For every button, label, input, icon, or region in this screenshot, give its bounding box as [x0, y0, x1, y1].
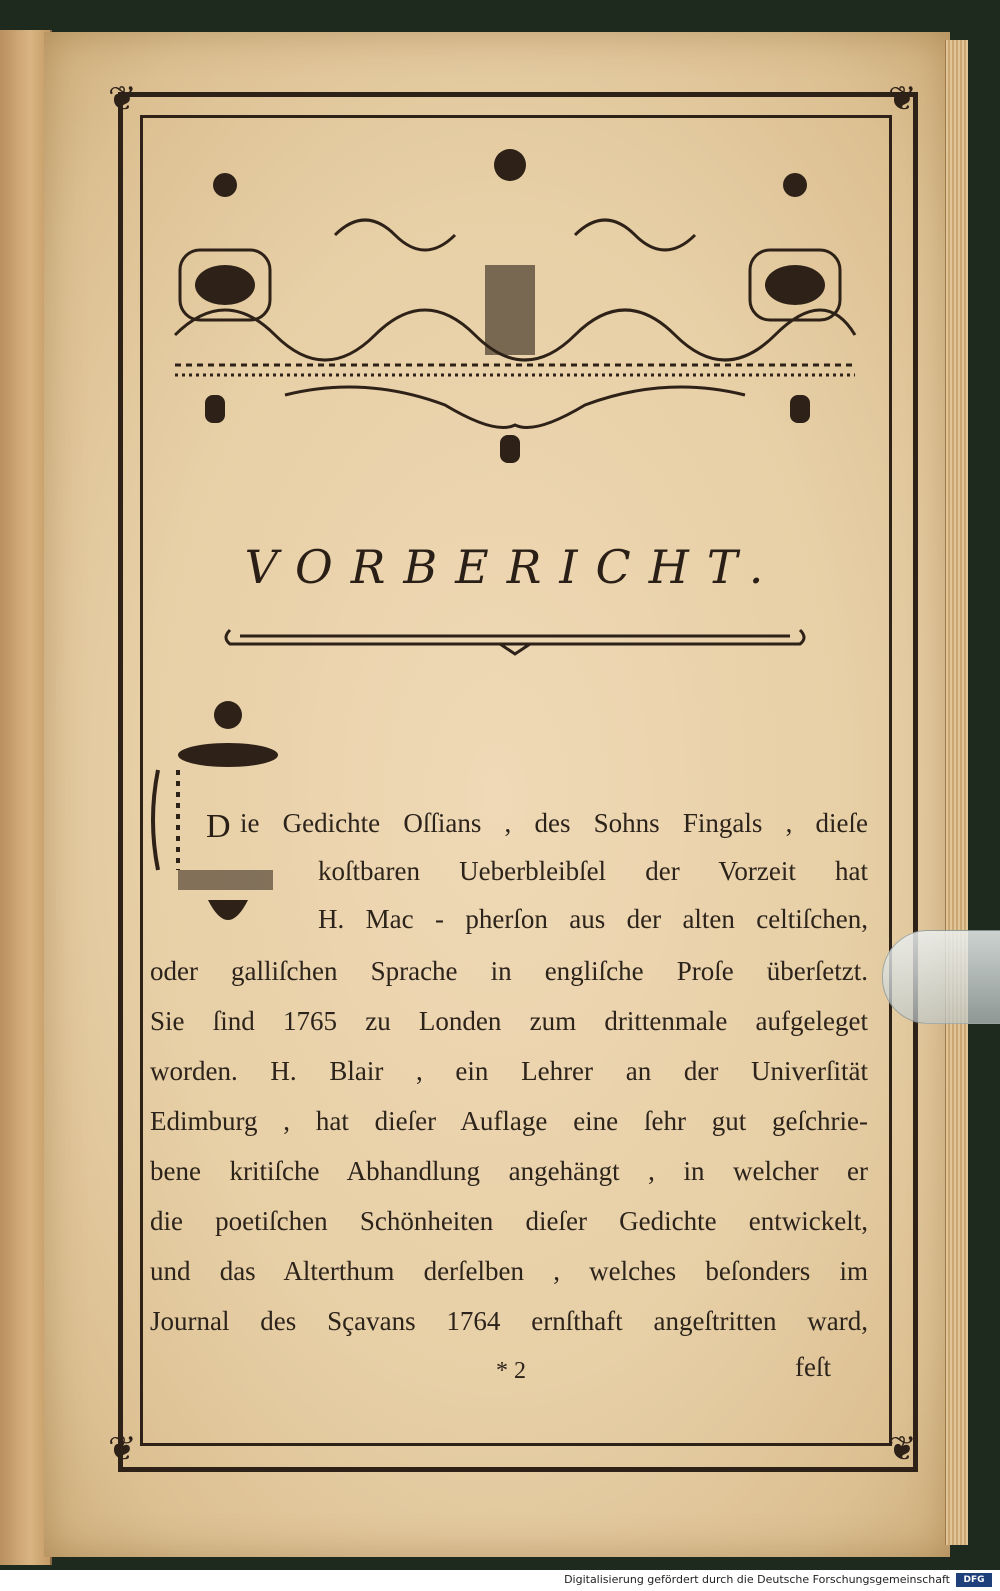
catchword: feſt	[795, 1352, 831, 1382]
page-clip	[882, 930, 1000, 1024]
text-line-content: Journal des Sçavans 1764 ernſthaft angeſtritten ward,	[150, 1306, 868, 1336]
text-line-content: die poetiſchen Schönheiten dieſer Gedichte entwickelt,	[150, 1206, 868, 1236]
text-line-content: oder galliſchen Sprache in engliſche Proſe überſetzt.	[150, 956, 868, 986]
text-line	[150, 1006, 868, 1037]
corner-ornament-icon: ❦	[888, 79, 917, 119]
text-line-content: H. Mac - pherſon aus der alten celtiſchen,	[318, 904, 868, 934]
text-line-content: Sie ſind 1765 zu Londen zum drittenmale aufgeleget	[150, 1006, 868, 1036]
text-line	[150, 1106, 868, 1137]
dfg-logo-icon: DFG	[956, 1573, 992, 1587]
heading-rule-icon	[220, 618, 810, 658]
corner-ornament-icon: ❦	[108, 1429, 137, 1469]
text-line-content: Edimburg , hat dieſer Auflage eine ſehr gut geſchrie-	[150, 1106, 868, 1136]
text-line	[150, 1206, 868, 1237]
corner-ornament-icon: ❦	[108, 79, 137, 119]
corner-ornament-icon: ❦	[888, 1429, 917, 1469]
text-line	[150, 956, 868, 987]
signature-mark: * 2	[496, 1358, 526, 1384]
text-line	[150, 1306, 868, 1337]
footer-credit: Digitalisierung gefördert durch die Deutsche Forschungsgemeinschaft	[564, 1573, 950, 1586]
headpiece-ornament-icon	[165, 135, 865, 465]
text-line-content: koſtbaren Ueberbleibſel der Vorzeit hat	[318, 856, 868, 886]
page-heading: VORBERICHT.	[244, 540, 782, 594]
text-line	[318, 856, 868, 887]
text-line-content: worden. H. Blair , ein Lehrer an der Univerſität	[150, 1056, 868, 1086]
drop-initial: D	[206, 808, 231, 845]
text-line	[150, 1056, 868, 1087]
text-line-content: ie Gedichte Oſſians , des Sohns Fingals , dieſe	[240, 808, 868, 838]
page-stack-edge	[945, 40, 968, 1545]
text-line	[150, 1156, 868, 1187]
text-line	[240, 808, 868, 839]
text-line-content: bene kritiſche Abhandlung angehängt , in welcher er	[150, 1156, 868, 1186]
text-line	[318, 904, 868, 935]
text-line-content: und das Alterthum derſelben , welches beſonders im	[150, 1256, 868, 1286]
text-line	[150, 1256, 868, 1287]
